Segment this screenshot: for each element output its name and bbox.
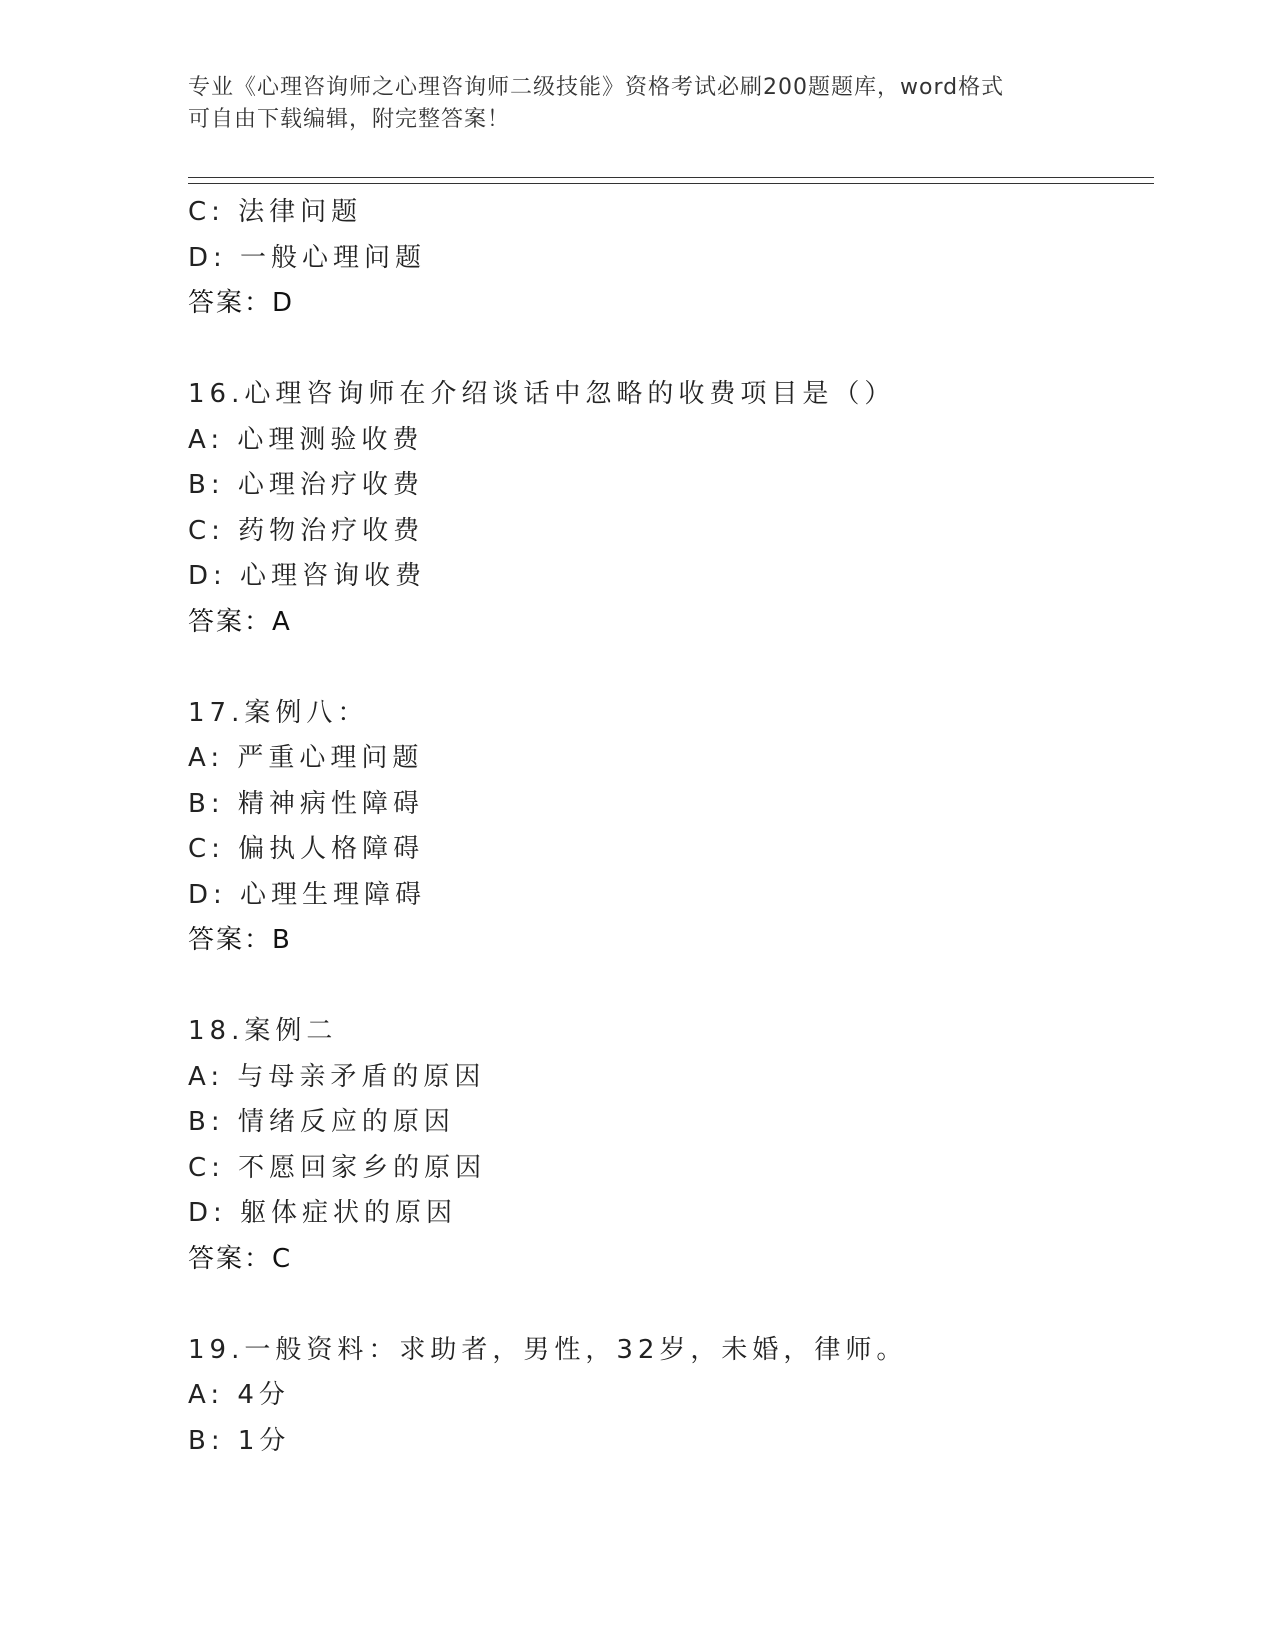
option-text: C: 不愿回家乡的原因 bbox=[188, 1152, 487, 1183]
answer-text: 答案：D bbox=[188, 288, 295, 318]
header-line-1: 专业《心理咨询师之心理咨询师二级技能》资格考试必刷200题题库，word格式 bbox=[188, 75, 1005, 100]
block-spacer bbox=[188, 964, 1138, 1010]
question-text: 17.案例八： bbox=[188, 697, 369, 728]
option-text: A: 严重心理问题 bbox=[188, 743, 424, 773]
option-text: C: 药物治疗收费 bbox=[188, 515, 425, 546]
question-text: 19.一般资料：求助者，男性，32岁，未婚，律师。 bbox=[188, 1334, 908, 1365]
option-text: B: 精神病性障碍 bbox=[188, 788, 424, 819]
option-text: B: 心理治疗收费 bbox=[188, 470, 424, 500]
option-text: B: 情绪反应的原因 bbox=[188, 1107, 455, 1137]
block-spacer bbox=[188, 645, 1138, 691]
option-text: C: 偏执人格障碍 bbox=[188, 834, 425, 864]
question-text: 16.心理咨询师在介绍谈话中忽略的收费项目是（） bbox=[188, 379, 896, 409]
question-text: 18.案例二 bbox=[188, 1016, 338, 1046]
option-text: D: 心理生理障碍 bbox=[188, 879, 427, 910]
header-divider-bottom bbox=[188, 183, 1154, 184]
header-divider-top bbox=[188, 177, 1154, 178]
answer-text: 答案：B bbox=[188, 925, 292, 955]
option-text: B: 1分 bbox=[188, 1425, 291, 1456]
answer-text: 答案：C bbox=[188, 1243, 293, 1274]
option-text: A: 4分 bbox=[188, 1380, 290, 1410]
question-content bbox=[188, 190, 1138, 1464]
option-text: A: 心理测验收费 bbox=[188, 424, 424, 455]
document-header bbox=[188, 72, 1088, 136]
answer-text: 答案：A bbox=[188, 606, 292, 637]
header-line-2: 可自由下载编辑，附完整答案！ bbox=[188, 107, 511, 132]
block-spacer bbox=[188, 1282, 1138, 1328]
option-text: A: 与母亲矛盾的原因 bbox=[188, 1061, 486, 1092]
option-text: D: 躯体症状的原因 bbox=[188, 1198, 458, 1228]
option-text: D: 心理咨询收费 bbox=[188, 561, 427, 591]
block-spacer bbox=[188, 327, 1138, 373]
option-text: C: 法律问题 bbox=[188, 197, 363, 227]
option-text: D: 一般心理问题 bbox=[188, 242, 427, 273]
